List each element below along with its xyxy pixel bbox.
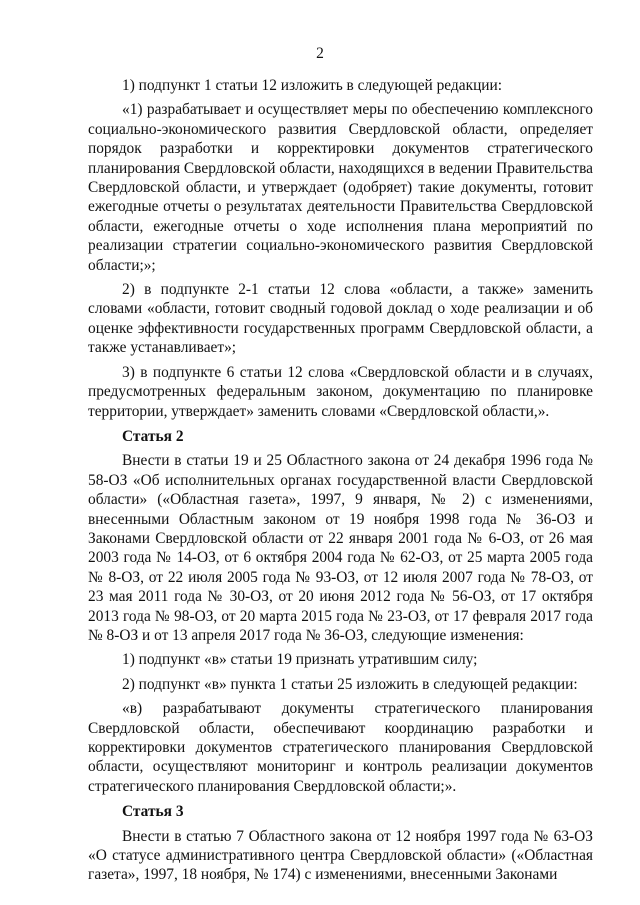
document-body: [88, 76, 593, 885]
paragraph: 2) в подпункте 2-1 статьи 12 слова «области, а также» заменить словами «области, готовит сводный годовой доклад о ходе реализации и об оценке эффективности государственных программ Свердловской области, а также устанавливает»;: [88, 281, 593, 357]
paragraph: Внести в статью 7 Областного закона от 12 ноября 1997 года № 63-ОЗ «О статусе административного центра Свердловской области» («Областная газета», 1997, 18 ноября, № 174) с изменениями, внесенными Законами: [88, 827, 593, 884]
page-number: 2: [316, 45, 324, 62]
paragraph: Внести в статьи 19 и 25 Областного закона от 24 декабря 1996 года № 58-ОЗ «Об исполнительных органах государственной власти Свердловской области» («Областная газета», 1997, 9 января, № 2) с изменениями, внесенными Областным законом от 19 ноября 1998 года № 36-ОЗ и Законами Свердловской области от 22 января 2001 года № 6-ОЗ, от 26 мая 2003 года № 14-ОЗ, от 6 октября 2004 года № 62-ОЗ, от 25 марта 2005 года № 8-ОЗ, от 22 июля 2005 года № 93-ОЗ, от 12 июля 2007 года № 78-ОЗ, от 23 мая 2011 года № 30-ОЗ, от 20 июня 2012 года № 56-ОЗ, от 17 октября 2013 года № 98-ОЗ, от 20 марта 2015 года № 23-ОЗ, от 17 февраля 2017 года № 8-ОЗ и от 13 апреля 2017 года № 36-ОЗ, следующие изменения:: [88, 452, 593, 644]
paragraph: 1) подпункт «в» статьи 19 признать утратившим силу;: [122, 651, 478, 669]
paragraph: «в) разрабатывают документы стратегического планирования Свердловской области, обеспечивают координацию разработки и корректировки документов стратегического планирования Свердловской области, осуществляют мониторинг и контроль реализации документов стратегического планирования Свердловской области;».: [88, 700, 593, 795]
article-heading: Статья 2: [122, 427, 184, 445]
paragraph: 3) в подпункте 6 статьи 12 слова «Свердловской области и в случаях, предусмотренных федеральным законом, документацию по планировке территории, утверждает» заменить словами «Свердловской области,».: [88, 363, 593, 420]
article-heading: Статья 3: [122, 803, 184, 821]
paragraph: 1) подпункт 1 статьи 12 изложить в следующей редакции:: [122, 77, 503, 94]
paragraph: «1) разрабатывает и осуществляет меры по обеспечению комплексного социально-экономического развития Свердловской области, определяет порядок разработки и корректировки документов стратегического планирования Свердловской области, находящихся в ведении Правительства Свердловской области, и утверждает (одобряет) такие документы, готовит ежегодные отчеты о результатах деятельности Правительства Свердловской области, ежегодные отчеты о ходе исполнения плана мероприятий по реализации стратегии социально-экономического развития Свердловской области;»;: [88, 101, 593, 274]
paragraph: 2) подпункт «в» пункта 1 статьи 25 изложить в следующей редакции:: [122, 675, 578, 693]
